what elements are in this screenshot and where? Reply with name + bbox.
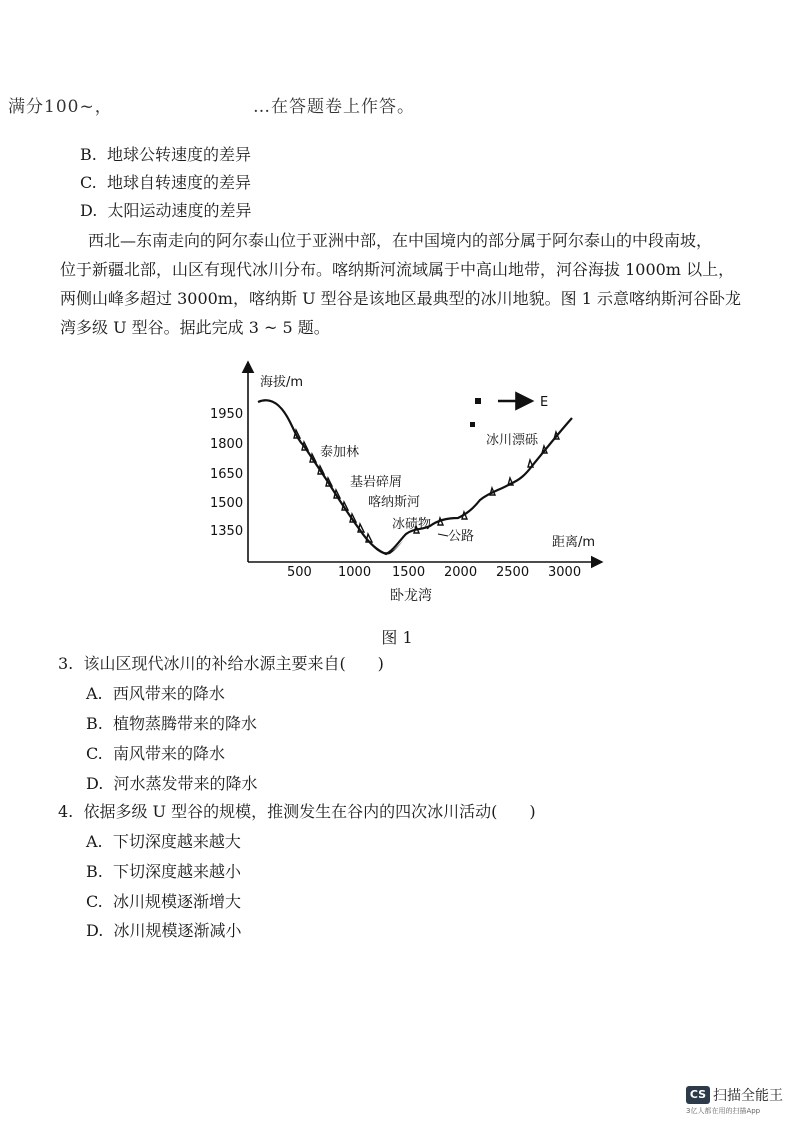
question-4-stem: 4. 依据多级 U 型谷的规模，推测发生在谷内的四次冰川活动( ): [58, 802, 536, 821]
erratic-boulder: [470, 422, 475, 427]
q3-option-b: B. 植物蒸腾带来的降水: [86, 714, 258, 733]
passage: [60, 226, 780, 342]
scanner-app-name: 扫描全能王: [713, 1087, 783, 1104]
scanner-logo-icon: CS: [686, 1086, 710, 1104]
prev-option-c: C. 地球自转速度的差异: [80, 173, 251, 192]
q3-option-c: C. 南风带来的降水: [86, 744, 225, 763]
y-tick: 1500: [210, 496, 244, 511]
label-erratic: 冰川漂砾: [486, 433, 539, 448]
road-pointer: [438, 534, 448, 536]
figure-caption: 图 1: [381, 628, 413, 647]
passage-line: 湾多级 U 型谷。据此完成 3 ~ 5 题。: [60, 318, 330, 337]
label-road: 公路: [448, 529, 475, 544]
q3-option-d: D. 河水蒸发带来的降水: [86, 774, 258, 793]
label-river: 喀纳斯河: [368, 495, 421, 510]
figure-bottom-label: 卧龙湾: [390, 588, 432, 604]
y-tick: 1350: [210, 524, 244, 539]
x-axis-label: 距离/m: [552, 535, 596, 550]
q3-option-a: A. 西风带来的降水: [86, 684, 225, 703]
q4-option-c: C. 冰川规模逐渐增大: [86, 892, 241, 911]
x-tick: 500: [287, 565, 312, 580]
question-3-stem: 3. 该山区现代冰川的补给水源主要来自( ): [58, 654, 384, 673]
x-tick: 1500: [392, 565, 426, 580]
x-tick: 1000: [338, 565, 372, 580]
u-valley-profile-figure: [200, 350, 620, 610]
y-tick: 1650: [210, 467, 244, 482]
q4-option-b: B. 下切深度越来越小: [86, 862, 242, 881]
scanner-tagline: 3亿人都在用的扫描App: [686, 1107, 761, 1115]
x-tick: 3000: [548, 565, 582, 580]
label-bedrock: 基岩碎屑: [350, 475, 403, 490]
y-tick: 1950: [210, 407, 244, 422]
label-moraine: 冰碛物: [392, 517, 432, 532]
y-tick: 1800: [210, 437, 244, 452]
header-fragment: [8, 92, 415, 117]
q4-option-d: D. 冰川规模逐渐减小: [86, 921, 242, 940]
header-fragment-right: …在答题卷上作答。: [253, 97, 415, 117]
x-tick: 2500: [496, 565, 530, 580]
x-tick: 2000: [444, 565, 478, 580]
passage-line: 位于新疆北部，山区有现代冰川分布。喀纳斯河流域属于中高山地带，河谷海拔 1000m 以上，: [60, 260, 735, 279]
erratic-boulder: [475, 398, 481, 404]
scanner-watermark: [686, 1084, 783, 1105]
passage-line: 两侧山峰多超过 3000m，喀纳斯 U 型谷是该地区最典型的冰川地貌。图 1 示意喀纳斯河谷卧龙: [60, 289, 741, 308]
passage-line: 西北—东南走向的阿尔泰山位于亚洲中部，在中国境内的部分属于阿尔泰山的中段南坡，: [88, 231, 713, 250]
prev-option-b: B. 地球公转速度的差异: [80, 145, 252, 164]
q4-option-a: A. 下切深度越来越大: [86, 832, 241, 851]
header-fragment-left: 满分100~，: [8, 97, 113, 117]
prev-option-d: D. 太阳运动速度的差异: [80, 201, 252, 220]
label-taiga: 泰加林: [320, 445, 360, 460]
y-axis-label: 海拔/m: [260, 375, 304, 390]
direction-label: E: [540, 395, 549, 410]
